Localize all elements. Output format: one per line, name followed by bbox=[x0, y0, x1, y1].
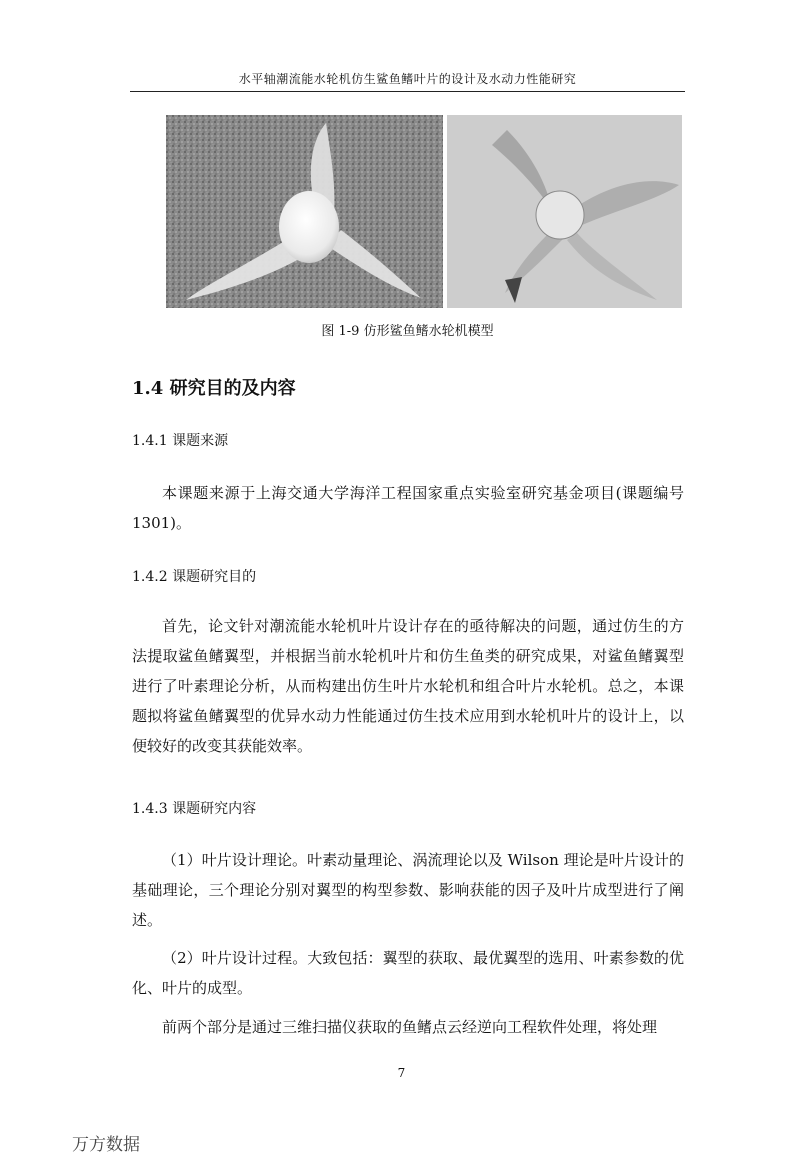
paragraph-scan-process: 前两个部分是通过三维扫描仪获取的鱼鳍点云经逆向工程软件处理，将处理 bbox=[162, 1018, 658, 1036]
three-blade-turbine-model-photo bbox=[166, 115, 443, 308]
watermark: 万方数据 bbox=[72, 1135, 140, 1155]
turbine-photo-drawing bbox=[166, 115, 443, 308]
header-rule bbox=[130, 91, 685, 92]
paragraph-research-purpose: 首先，论文针对潮流能水轮机叶片设计存在的亟待解决的问题，通过仿生的方法提取鲨鱼鳍翼型，并根据当前水轮机叶片和仿生鱼类的研究成果，对鲨鱼鳍翼型进行了叶素理论分析，从而构建出仿生叶片水轮机和组合叶片水轮机。总之，本课题拟将鲨鱼鳍翼型的优异水动力性能通过仿生技术应用到水轮机叶片的设计上，以便较好的改变其获能效率。 bbox=[132, 617, 684, 755]
paragraph-blade-process: （2）叶片设计过程。大致包括：翼型的获取、最优翼型的选用、叶素参数的优化、叶片的成型。 bbox=[132, 949, 684, 997]
figure-1-9 bbox=[166, 115, 682, 308]
paragraph-blade-theory: （1）叶片设计理论。叶素动量理论、涡流理论以及 Wilson 理论是叶片设计的基础理论，三个理论分别对翼型的构型参数、影响获能的因子及叶片成型进行了阐述。 bbox=[132, 851, 684, 929]
blade-model-drawing bbox=[447, 115, 682, 308]
page-number: 7 bbox=[397, 1066, 406, 1080]
subsection-title-1-4-1: 1.4.1 课题来源 bbox=[132, 433, 229, 449]
figure-caption: 图 1-9 仿形鲨鱼鳍水轮机模型 bbox=[321, 324, 494, 339]
section-title: 1.4 研究目的及内容 bbox=[132, 378, 296, 399]
shark-fin-blade-model-photo bbox=[447, 115, 682, 308]
paragraph-topic-source: 本课题来源于上海交通大学海洋工程国家重点实验室研究基金项目(课题编号 1301)。 bbox=[132, 484, 684, 532]
running-header: 水平轴潮流能水轮机仿生鲨鱼鳍叶片的设计及水动力性能研究 bbox=[238, 72, 577, 86]
subsection-title-1-4-3: 1.4.3 课题研究内容 bbox=[132, 801, 257, 817]
subsection-title-1-4-2: 1.4.2 课题研究目的 bbox=[132, 569, 257, 585]
